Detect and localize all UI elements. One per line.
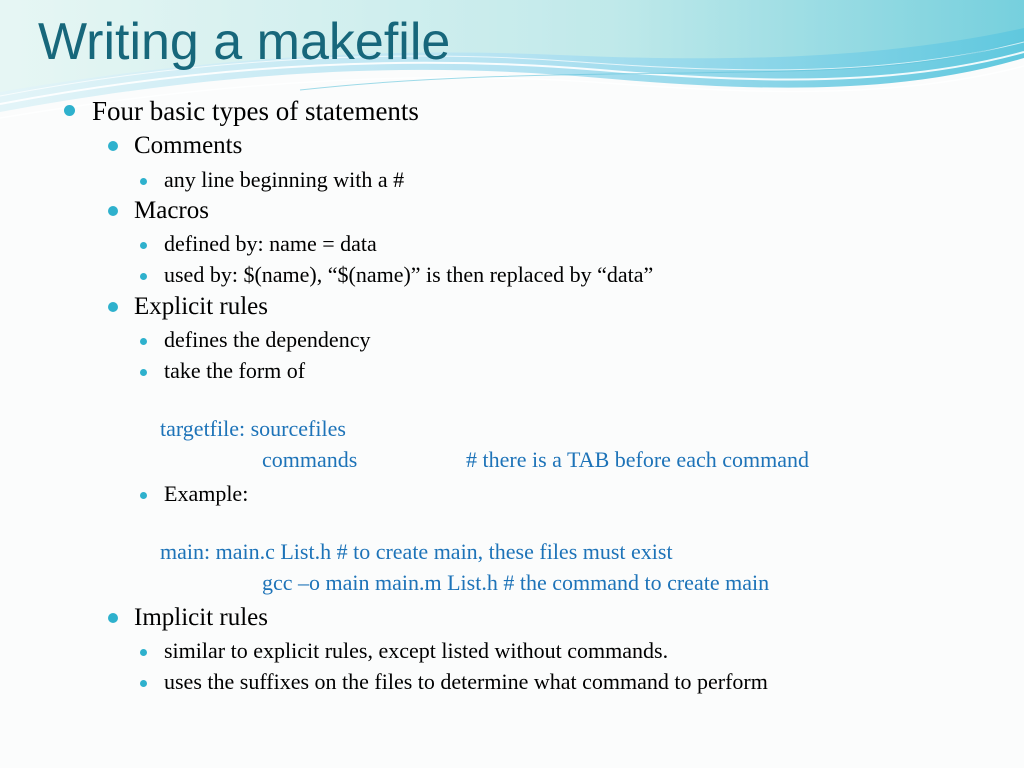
- implicit-item-suffixes: uses the suffixes on the files to determine what command to perform: [164, 669, 768, 694]
- slide-title: Writing a makefile: [38, 13, 451, 71]
- bullet-icon: [140, 649, 147, 656]
- macros-label: Macros: [134, 197, 209, 224]
- implicit-item-similar: similar to explicit rules, except listed without commands.: [164, 638, 669, 663]
- bullet-icon: [140, 273, 147, 280]
- bullet-icon: [64, 105, 75, 116]
- macros-item-defined: defined by: name = data: [164, 231, 377, 256]
- code-commands: commands: [262, 447, 358, 472]
- bullet-icon: [108, 613, 118, 623]
- heading-four-types: Four basic types of statements: [92, 96, 419, 126]
- bullet-icon: [108, 206, 118, 216]
- bullet-icon: [140, 369, 147, 376]
- explicit-rules-label: Explicit rules: [134, 293, 268, 320]
- bullet-icon: [140, 492, 147, 499]
- bullet-icon: [140, 680, 147, 687]
- example-code-line-1: main: main.c List.h # to create main, these files must exist: [160, 539, 673, 564]
- macros-item-used: used by: $(name), “$(name)” is then replaced by “data”: [164, 262, 654, 287]
- bullet-icon: [140, 178, 147, 185]
- bullet-icon: [108, 141, 118, 151]
- code-target-line: targetfile: sourcefiles: [160, 416, 346, 441]
- comments-label: Comments: [134, 132, 243, 159]
- comments-item: any line beginning with a #: [164, 167, 405, 192]
- bullet-icon: [140, 338, 147, 345]
- implicit-rules-label: Implicit rules: [134, 604, 268, 631]
- explicit-item-form: take the form of: [164, 358, 306, 383]
- bullet-icon: [140, 242, 147, 249]
- example-code-line-2: gcc –o main main.m List.h # the command to create main: [262, 570, 770, 595]
- example-label: Example:: [164, 481, 249, 506]
- code-tab-comment: # there is a TAB before each command: [466, 447, 809, 472]
- bullet-icon: [108, 302, 118, 312]
- explicit-item-dependency: defines the dependency: [164, 327, 371, 352]
